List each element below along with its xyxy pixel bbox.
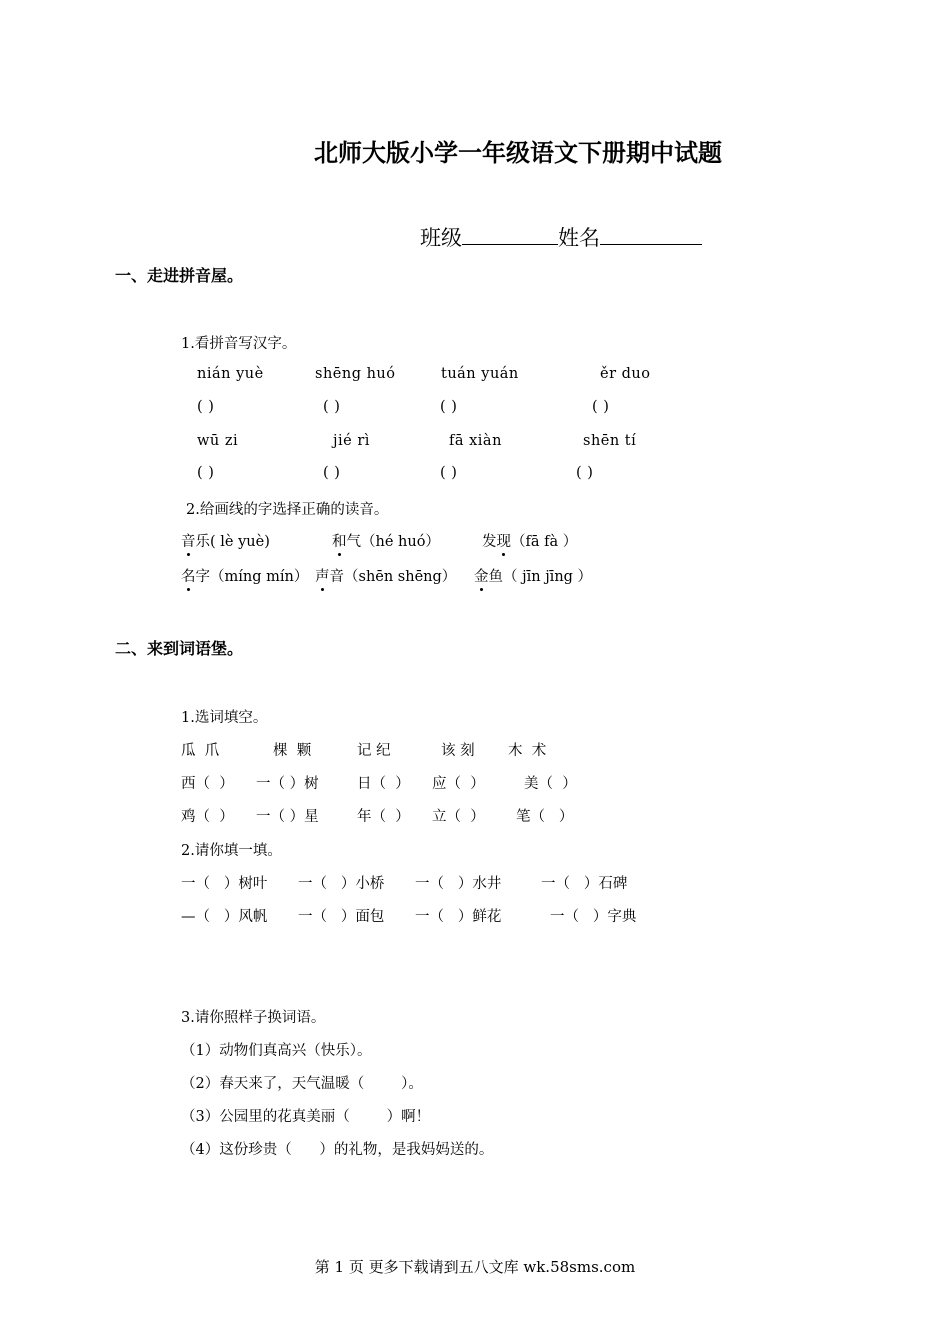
reading-choice: 发现（fā fà ） (482, 530, 577, 551)
fill-blank-item[interactable]: 日（ ） (357, 776, 410, 792)
answer-parens[interactable]: ( ) (440, 465, 458, 481)
underlined-char: 金 (474, 565, 489, 586)
underlined-char: 和 (332, 530, 347, 551)
word-option: 木 术 (508, 743, 547, 759)
reading-choice: 名字（míng mín） (181, 565, 308, 586)
pinyin-item: wū zi (197, 433, 239, 449)
reading-choice: 金鱼（ jīn jīng ） (474, 565, 592, 586)
question-label: 2.请你填一填。 (181, 843, 282, 859)
question-label: 2.给画线的字选择正确的读音。 (186, 502, 389, 518)
answer-parens[interactable]: ( ) (197, 399, 215, 415)
page-footer: 第 1 页 更多下载请到五八文库 wk.58sms.com (314, 1258, 636, 1276)
pinyin-item: fā xiàn (449, 433, 502, 449)
answer-parens[interactable]: ( ) (440, 399, 458, 415)
underlined-char: 音 (181, 530, 196, 551)
fill-blank-item[interactable]: 一（ ）字典 (550, 909, 637, 925)
fill-blank-item[interactable]: 西（ ） (181, 776, 234, 792)
answer-parens[interactable]: ( ) (592, 399, 610, 415)
fill-blank-item[interactable]: 一（ ）面包 (298, 909, 385, 925)
sentence-item[interactable]: （4）这份珍贵（ ）的礼物，是我妈妈送的。 (181, 1142, 494, 1158)
reading-choice: 音乐( lè yuè) (181, 530, 270, 551)
question-label: 1.选词填空。 (181, 710, 268, 726)
answer-parens[interactable]: ( ) (197, 465, 215, 481)
pinyin-item: shēn tí (583, 433, 637, 449)
fill-blank-item[interactable]: 一（ ）石碑 (541, 876, 628, 892)
fill-blank-item[interactable]: 立（ ） (432, 809, 485, 825)
student-info-line (420, 222, 702, 252)
sentence-item[interactable]: （2）春天来了，天气温暖（ ）。 (181, 1076, 423, 1092)
name-blank[interactable] (600, 222, 702, 245)
fill-blank-item[interactable]: —（ ）风帆 (181, 909, 268, 925)
sentence-item: （1）动物们真高兴（快乐）。 (181, 1043, 372, 1059)
word-option: 棵 颗 (273, 743, 312, 759)
word-option: 该 刻 (441, 743, 475, 759)
answer-parens[interactable]: ( ) (576, 465, 594, 481)
name-label: 姓名 (558, 226, 600, 250)
fill-blank-item[interactable]: 一（ ）鲜花 (415, 909, 502, 925)
page-title: 北师大版小学一年级语文下册期中试题 (314, 138, 722, 167)
section-heading-pinyin: 一、走进拼音屋。 (115, 266, 244, 285)
reading-choice: 声音（shēn shēng） (315, 565, 456, 586)
reading-choice: 和气（hé huó） (332, 530, 440, 551)
answer-parens[interactable]: ( ) (323, 465, 341, 481)
question-label: 3.请你照样子换词语。 (181, 1010, 326, 1026)
fill-blank-item[interactable]: 笔（ ） (516, 809, 574, 825)
word-option: 记 纪 (357, 743, 391, 759)
question-label: 1.看拼音写汉字。 (181, 336, 297, 352)
pinyin-item: shēng huó (315, 366, 396, 382)
underlined-char: 声 (315, 565, 330, 586)
pinyin-item: tuán yuán (441, 366, 519, 382)
pinyin-item: jié rì (333, 433, 370, 449)
fill-blank-item[interactable]: 一（ ）小桥 (298, 876, 385, 892)
fill-blank-item[interactable]: 美（ ） (524, 776, 577, 792)
fill-blank-item[interactable]: 应（ ） (432, 776, 485, 792)
fill-blank-item[interactable]: 一（ ）星 (256, 809, 319, 825)
fill-blank-item[interactable]: 一（ ）树 (256, 776, 319, 792)
underlined-char: 名 (181, 565, 196, 586)
answer-parens[interactable]: ( ) (323, 399, 341, 415)
section-heading-words: 二、来到词语堡。 (115, 639, 244, 658)
word-option: 瓜 爪 (181, 743, 220, 759)
fill-blank-item[interactable]: 年（ ） (357, 809, 410, 825)
class-blank[interactable] (462, 222, 558, 245)
underlined-char: 现 (497, 530, 512, 551)
sentence-item[interactable]: （3）公园里的花真美丽（ ）啊！ (181, 1109, 431, 1125)
fill-blank-item[interactable]: 鸡（ ） (181, 809, 234, 825)
pinyin-item: ěr duo (600, 366, 651, 382)
fill-blank-item[interactable]: 一（ ）树叶 (181, 876, 268, 892)
fill-blank-item[interactable]: 一（ ）水井 (415, 876, 502, 892)
class-label: 班级 (420, 226, 462, 250)
pinyin-item: nián yuè (197, 366, 264, 382)
